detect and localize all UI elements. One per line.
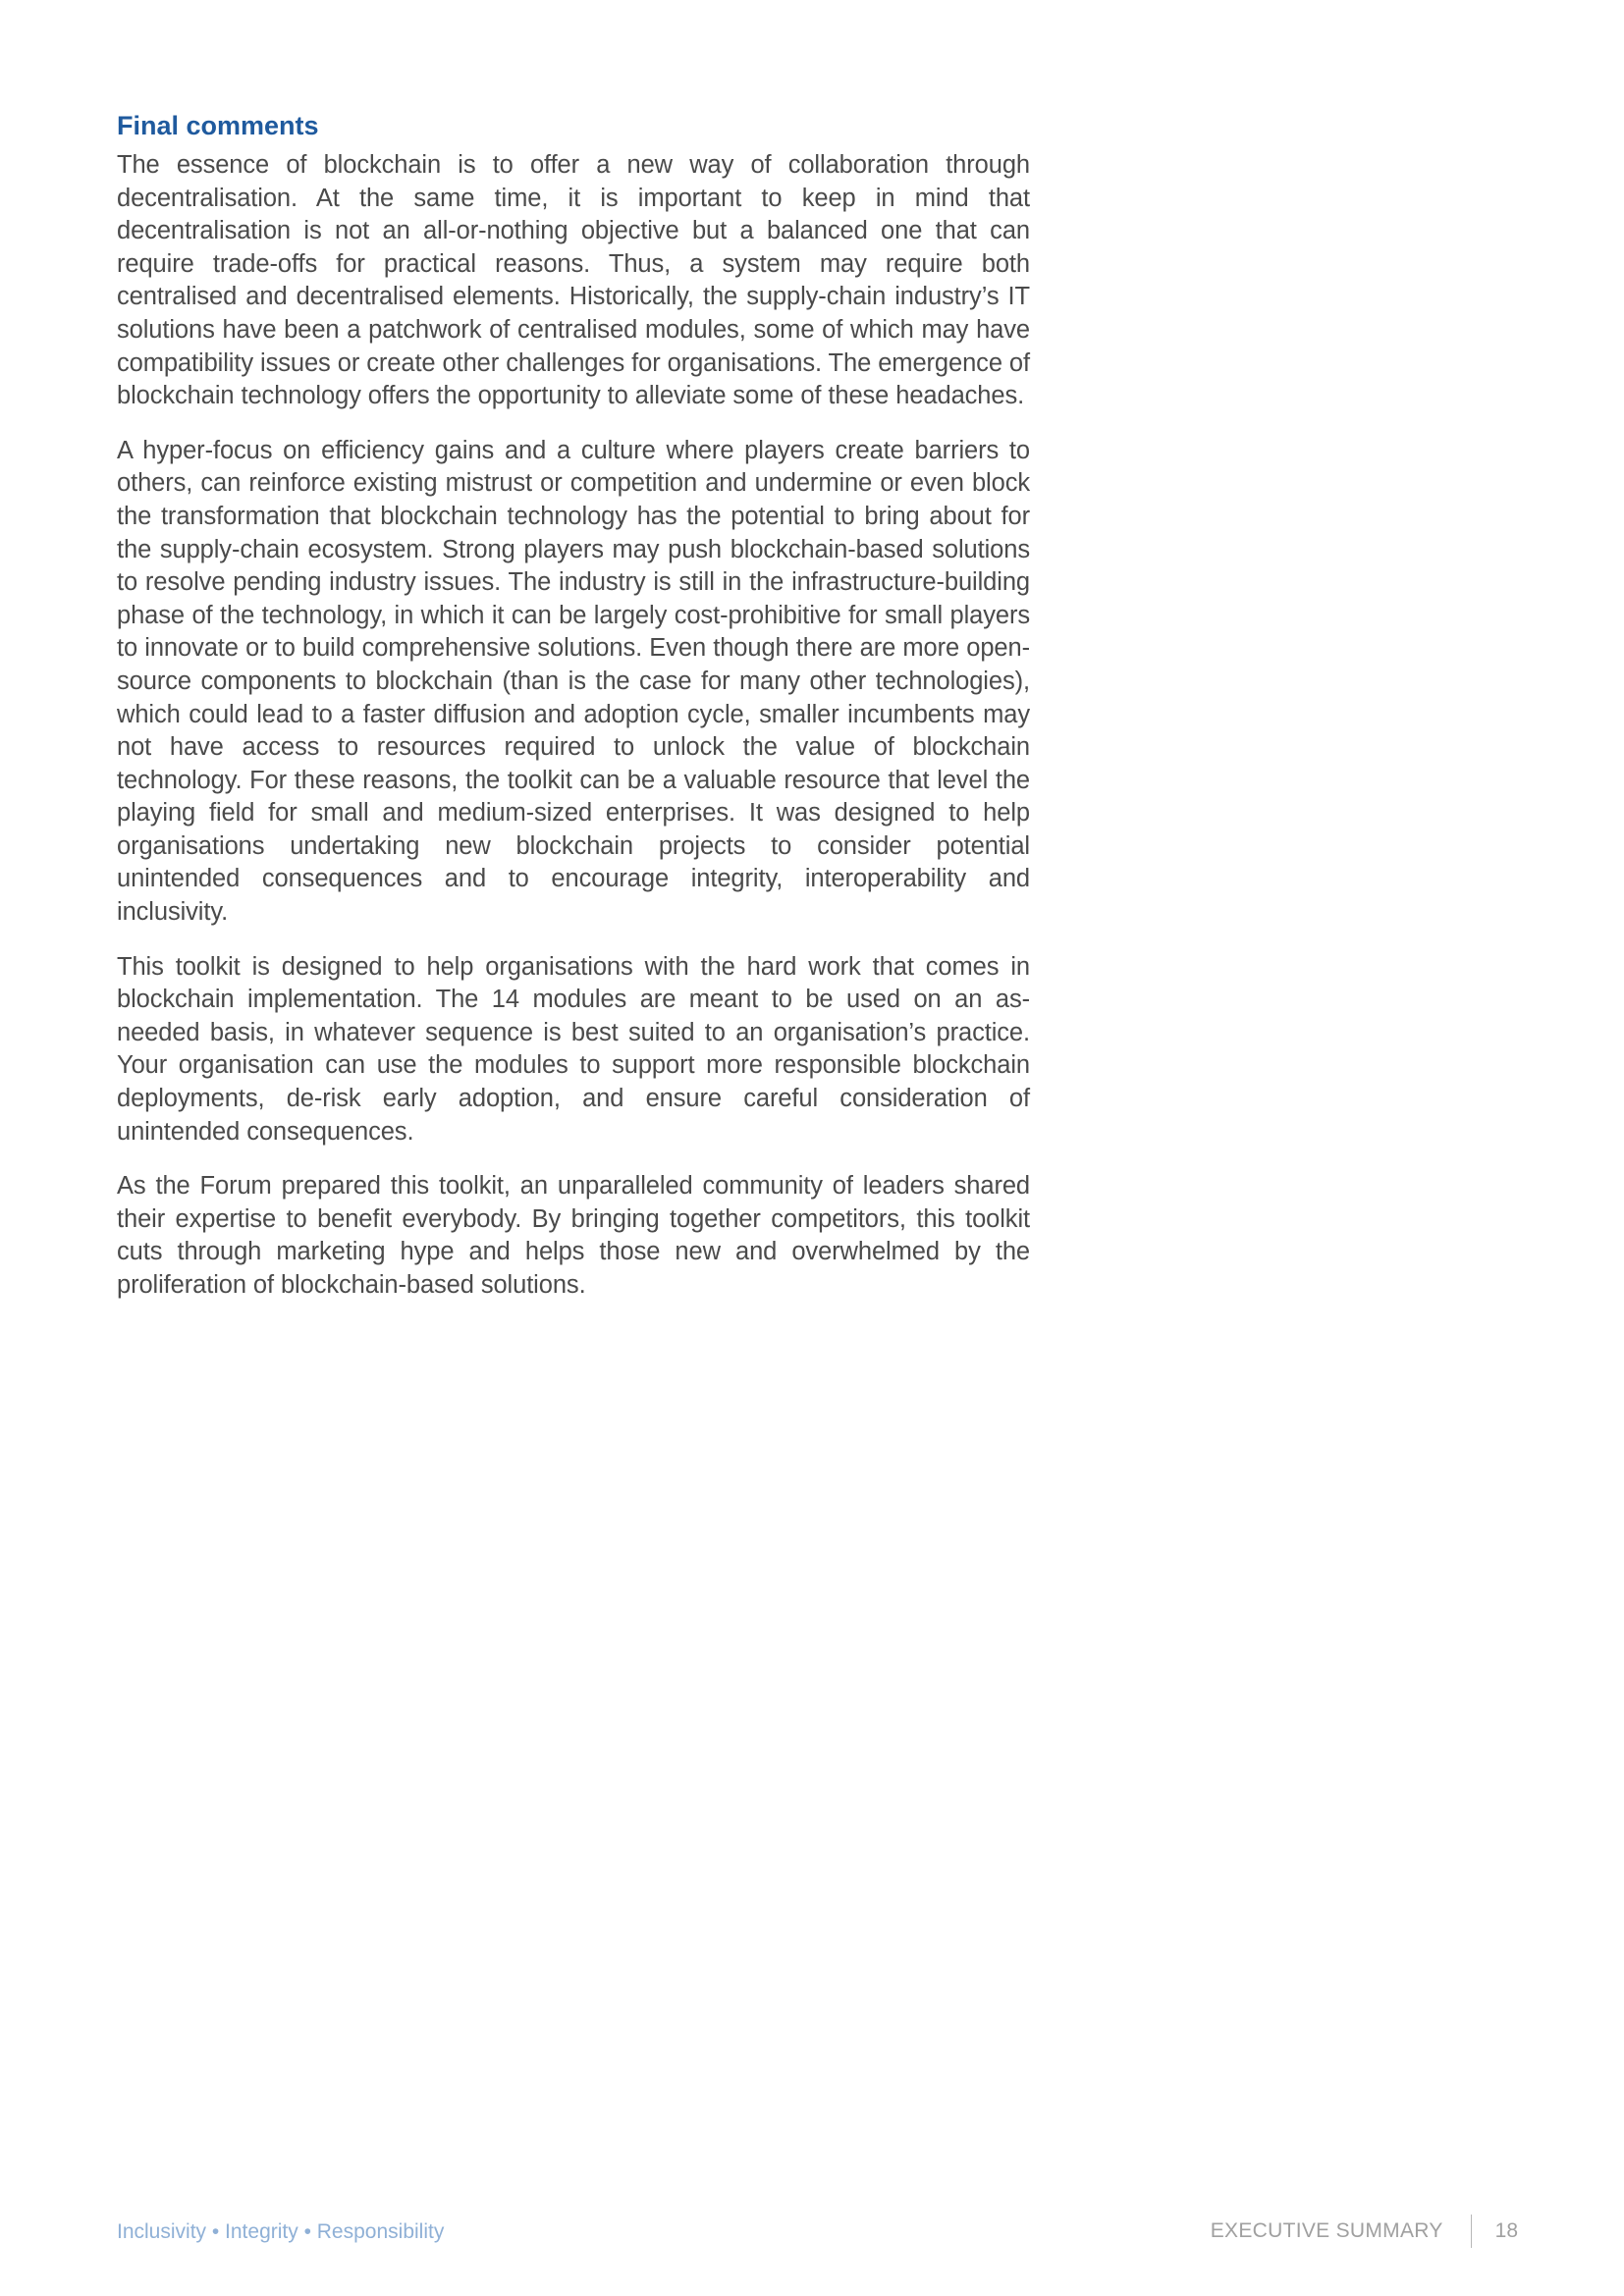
paragraph-4: As the Forum prepared this toolkit, an unparalleled community of leaders shared their expertise to benefit everybody. By bringing together competitors, this toolkit cuts through marketing hype and helps those new and overwhelmed by the proliferation of blockchain-based solutions.	[117, 1172, 1030, 1299]
paragraph-2: A hyper-focus on efficiency gains and a culture where players create barriers to others, can reinforce existing mistrust or competition and undermine or even block the transformation that blockchain technology has the potential to bring about for the supply-chain ecosystem. Strong players may push blockchain-based solutions to resolve pending industry issues. The industry is still in the infrastructure-building phase of the technology, in which it can be largely cost-prohibitive for small players to innovate or to build comprehensive solutions. Even though there are more open-source components to blockchain (than is the case for many other technologies), which could lead to a faster diffusion and adoption cycle, smaller incumbents may not have access to resources required to unlock the value of blockchain technology. For these reasons, the toolkit can be a valuable resource that level the playing field for small and medium-sized enterprises. It was designed to help organisations undertaking new blockchain projects to consider potential unintended consequences and to encourage integrity, interoperability and inclusivity.	[117, 436, 1030, 927]
section-heading: Final comments	[117, 111, 319, 140]
footer-section-label: EXECUTIVE SUMMARY	[1210, 2219, 1443, 2242]
main-content	[117, 108, 1030, 1324]
page-number: 18	[1494, 2219, 1518, 2242]
paragraph-3: This toolkit is designed to help organisations with the hard work that comes in blockchain implementation. The 14 modules are meant to be used on an as-needed basis, in whatever sequence is best suited to an organisation’s practice. Your organisation can use the modules to support more responsible blockchain deployments, de-risk early adoption, and ensure careful consideration of unintended consequences.	[117, 952, 1030, 1146]
footer-page-info	[1211, 2214, 1518, 2249]
paragraph-1: The essence of blockchain is to offer a new way of collaboration through decentralisation. At the same time, it is important to keep in mind that decentralisation is not an all-or-nothing objective but a balanced one that can require trade-offs for practical reasons. Thus, a system may require both centralised and decentralised elements. Historically, the supply-chain industry’s IT solutions have been a patchwork of centralised modules, some of which may have compatibility issues or create other challenges for organisations. The emergence of blockchain technology offers the opportunity to alleviate some of these headaches.	[117, 151, 1030, 410]
footer-divider	[1471, 2215, 1472, 2248]
footer-tagline: Inclusivity • Integrity • Responsibility	[117, 2220, 445, 2243]
